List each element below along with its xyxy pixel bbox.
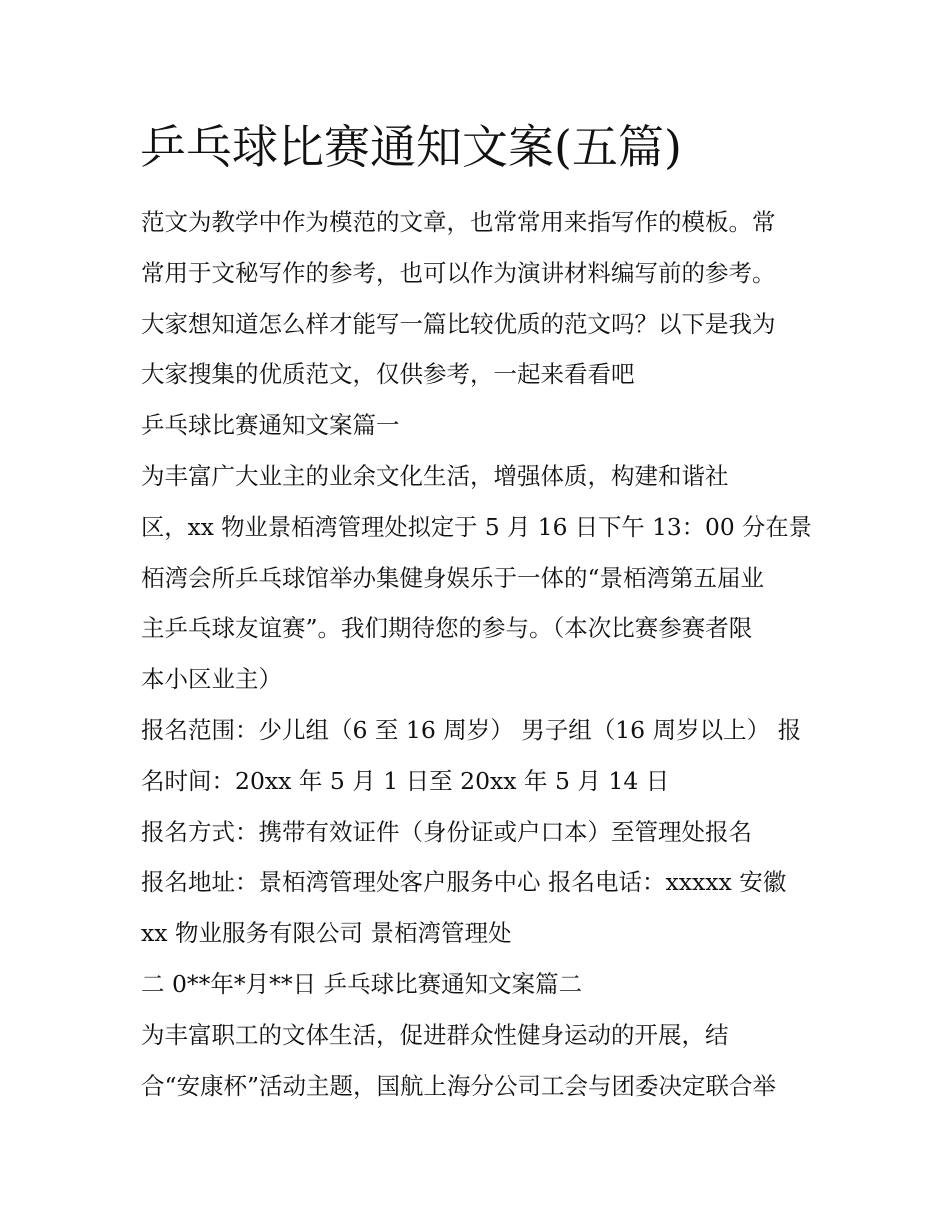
paragraph-line: 为丰富职工的文体生活，促进群众性健身运动的开展，结 bbox=[141, 1021, 729, 1049]
paragraph-line: 范文为教学中作为模范的文章，也常常用来指写作的模板。常 bbox=[141, 208, 776, 236]
paragraph-line: 主乒乓球友谊赛”。我们期待您的参与。（本次比赛参赛者限 bbox=[141, 614, 753, 642]
document-title: 乒乓球比赛通知文案(五篇) bbox=[140, 120, 682, 174]
paragraph-line: 报名范围：少儿组（6 至 16 周岁） 男子组（16 周岁以上） 报 bbox=[141, 716, 802, 744]
paragraph-line: 报名方式：携带有效证件（身份证或户口本）至管理处报名 bbox=[141, 818, 752, 846]
paragraph-line: 大家想知道怎么样才能写一篇比较优质的范文吗？以下是我为 bbox=[141, 310, 776, 338]
paragraph-line: 报名地址：景栢湾管理处客户服务中心 报名电话：xxxxx 安徽 bbox=[141, 868, 787, 896]
paragraph-line: xx 物业服务有限公司 景栢湾管理处 bbox=[141, 919, 512, 947]
section-heading: 乒乓球比赛通知文案篇一 bbox=[141, 411, 400, 439]
paragraph-line: 大家搜集的优质范文，仅供参考，一起来看看吧 bbox=[141, 360, 635, 388]
section-heading: 二 0**年*月**日 乒乓球比赛通知文案篇二 bbox=[141, 970, 583, 998]
paragraph-line: 合“安康杯”活动主题，国航上海分公司工会与团委决定联合举 bbox=[141, 1072, 777, 1100]
paragraph-line: 常用于文秘写作的参考，也可以作为演讲材料编写前的参考。 bbox=[141, 259, 776, 287]
paragraph-line: 本小区业主） bbox=[141, 665, 282, 693]
paragraph-line: 区，xx 物业景栢湾管理处拟定于 5 月 16 日下午 13：00 分在景 bbox=[141, 513, 812, 541]
paragraph-line: 为丰富广大业主的业余文化生活，增强体质，构建和谐社 bbox=[141, 462, 729, 490]
paragraph-line: 栢湾会所乒乓球馆举办集健身娱乐于一体的“景栢湾第五届业 bbox=[141, 564, 765, 592]
paragraph-line: 名时间：20xx 年 5 月 1 日至 20xx 年 5 月 14 日 bbox=[141, 767, 670, 795]
